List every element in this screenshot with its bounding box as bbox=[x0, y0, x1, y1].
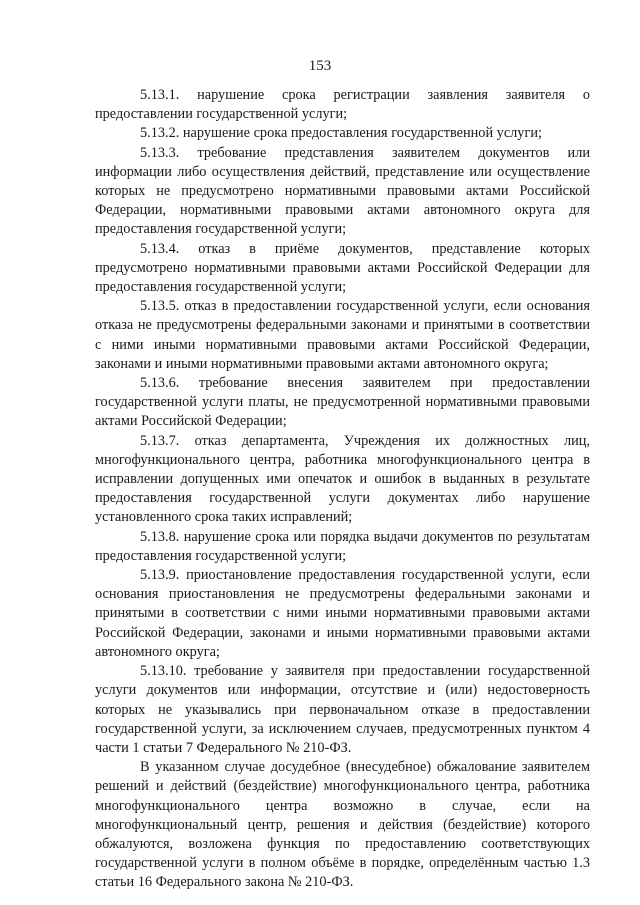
paragraph-5-13-2: 5.13.2. нарушение срока предоставления государственной услуги; bbox=[140, 125, 542, 142]
paragraph-5-13-4: 5.13.4. отказ в приёме документов, представление которых предусмотрено нормативными правовыми актами Российской Федерации для предоставления государственной услуги; bbox=[95, 240, 590, 296]
paragraph-5-13-10: 5.13.10. требование у заявителя при предоставлении государственной услуги документов или информации, отсутствие и (или) недостоверность которых не указывались при первоначальном отказе в предоставлении государственной услуги, за исключением случаев, предусмотренных пунктом 4 части 1 статьи 7 Федерального № 210-ФЗ. bbox=[95, 663, 590, 756]
paragraph-5-13-9: 5.13.9. приостановление предоставления государственной услуги, если основания приостановления не предусмотрены федеральными законами и принятыми в соответствии с ними иными нормативными правовыми актами Российской Федерации, законами и иными нормативными правовыми актами автономного округа; bbox=[95, 567, 590, 660]
document-body bbox=[95, 86, 590, 893]
paragraph-5-13-7: 5.13.7. отказ департамента, Учреждения их должностных лиц, многофункционального центра, работника многофункционального центра в исправлении допущенных ими опечаток и ошибок в выданных в результате предоставления государственной услуги документах либо нарушение установленного срока таких исправлений; bbox=[95, 432, 590, 526]
paragraph-5-13-5: 5.13.5. отказ в предоставлении государственной услуги, если основания отказа не предусмотрены федеральными законами и принятыми в соответствии с ними иными нормативными правовыми актами Российской Федерации, законами и иными нормативными правовыми актами автономного округа; bbox=[95, 298, 590, 372]
paragraph-5-13-8: 5.13.8. нарушение срока или порядка выдачи документов по результатам предоставления государственной услуги; bbox=[95, 528, 590, 564]
paragraph-5-13-6: 5.13.6. требование внесения заявителем при предоставлении государственной услуги платы, не предусмотренной нормативными правовыми актами Российской Федерации; bbox=[95, 375, 590, 430]
page-number: 153 bbox=[308, 58, 332, 74]
paragraph-5-13-1: 5.13.1. нарушение срока регистрации заявления заявителя о предоставлении государственной услуги; bbox=[95, 87, 590, 123]
paragraph-closing-note: В указанном случае досудебное (внесудебное) обжалование заявителем решений и действий (бездействие) многофункционального центра, работника многофункционального центра возможно в случае, если на многофункциональный центр, решения и действия (бездействие) которого обжалуются, возложена функция по предоставлению соответствующих государственной услуги в полном объёме в порядке, определённым частью 1.3 статьи 16 Федерального закона № 210-ФЗ. bbox=[95, 759, 590, 891]
paragraph-5-13-3: 5.13.3. требование представления заявителем документов или информации либо осуществления действий, представление или осуществление которых не предусмотрено нормативными правовыми актами Российской Федерации, нормативными правовыми актами автономного округа для предоставления государственной услуги; bbox=[95, 144, 590, 238]
